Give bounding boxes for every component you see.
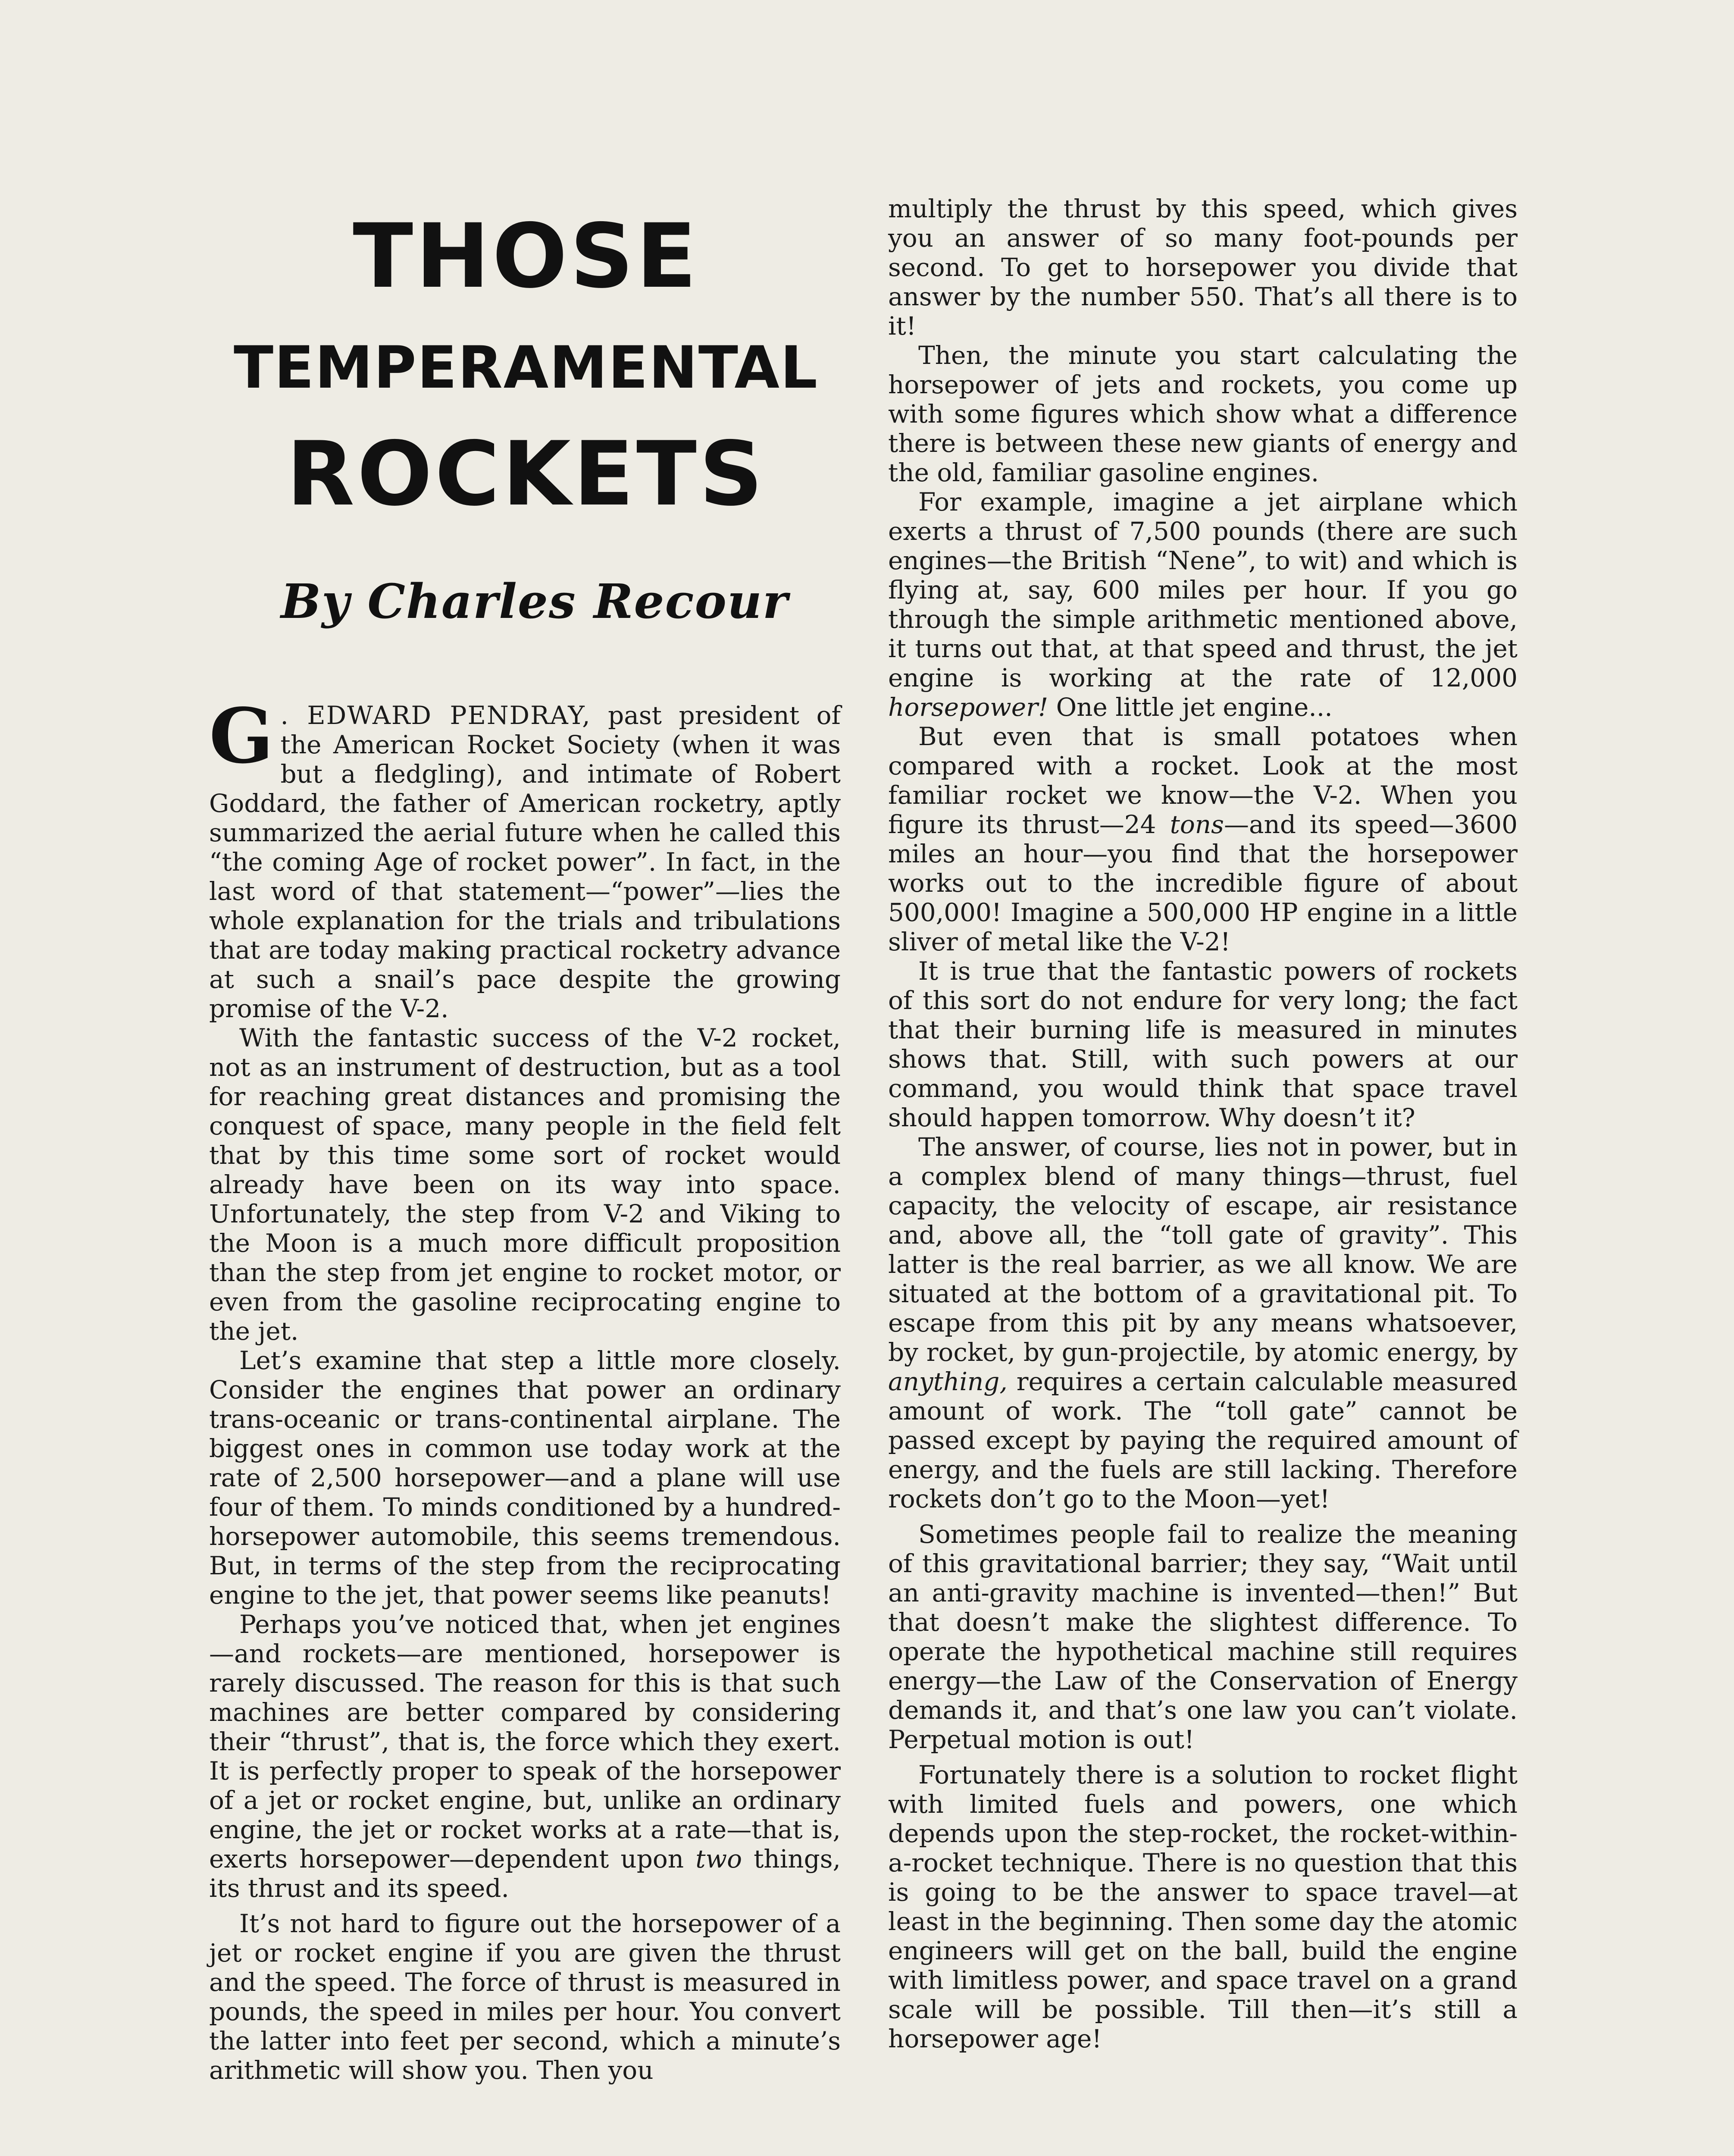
paragraph: Fortunately there is a solution to rocket flight with limited fuels and powers, one which depends upon the step-rocket, the rocket-within-a-rocket technique. There is no question that this is going to be the answer to space travel—at least in the beginning. Then some day the atomic engineers will get on the ball, build the engine with limitless power, and space travel on a grand scale will be possible. Till then—it’s still a horsepower age! [888,1760,1518,2053]
paragraph: Then, the minute you start calculating the horsepower of jets and rockets, you come up with some figures which show what a difference there is between these new giants of energy and the old, familiar gasoline engines. [888,341,1518,487]
paragraph-text: For example, imagine a jet airplane which exerts a thrust of 7,500 pounds (there are such engines—the British “Nene”, to wit) and which is flying at, say, 600 miles per hour. If you go through the simple arithmetic mentioned above, it turns out that, at that speed and thrust, the jet engine is working at the rate of 12,000 [888,487,1518,693]
left-column [209,692,841,2085]
emphasis: two [695,1844,742,1874]
emphasis: tons [1170,810,1224,839]
emphasis: horsepower! [888,693,1049,722]
paragraph-text: But even that is small potatoes when compared with a rocket. Look at the most familiar rocket we know—the V-2. When you figure its thrust—24 [888,722,1518,839]
paragraph-text: requires a certain calculable measured amount of work. The “toll gate” cannot be passed except by paying the required amount of energy, and the fuels are still lacking. Therefore rockets don’t go to the Moon—yet! [888,1367,1518,1514]
title-line-3: ROCKETS [286,423,766,526]
paragraph: It’s not hard to figure out the horsepower of a jet or rocket engine if you are given the thrust and the speed. The force of thrust is measured in pounds, the speed in miles per hour. You convert the latter into feet per second, which a minute’s arithmetic will show you. Then you [209,1909,841,2085]
paragraph: Let’s examine that step a little more closely. Consider the engines that power an ordinary trans-oceanic or trans-continental airplane. The biggest ones in common use today work at the rate of 2,500 horsepower—and a plane will use four of them. To minds conditioned by a hundred-horsepower automobile, this seems tremendous. But, in terms of the step from the reciprocating engine to the jet, that power seems like peanuts! [209,1346,841,1610]
paragraph-text: —and its speed—3600 miles an hour—you find that the horsepower works out to the incredible figure of about 500,000! Imagine a 500,000 HP engine in a little sliver of metal like the V-2! [888,810,1518,956]
paragraph [888,722,1518,956]
paragraph-text: past president of the American Rocket Society (when it was but a fledgling), and intimate of Robert Goddard, the father of American rocketry, aptly summarized the aerial future when he called this “the coming Age of rocket power”. In fact, in the last word of that statement—“power”—lies the whole explanation for the trials and tribulations that are today making practical rocketry advance at such a snail’s pace despite the growing promise of the V-2. [209,701,841,1023]
byline: By Charles Recour [281,573,789,629]
drop-cap: G [209,692,274,780]
right-column [888,194,1518,2053]
title-line-2: TEMPERAMENTAL [234,334,818,401]
paragraph: Sometimes people fail to realize the meaning of this gravitational barrier; they say, “Wait until an anti-gravity machine is invented—then!” But that doesn’t make the slightest difference. To operate the hypothetical machine still requires energy—the Law of the Conservation of Energy demands it, and that’s one law you can’t violate. Perpetual motion is out! [888,1520,1518,1754]
paragraph-text: The answer, of course, lies not in power, but in a complex blend of many things—thrust, fuel capacity, the velocity of escape, air resistance and, above all, the “toll gate of gravity”. This latter is the real barrier, as we all know. We are situated at the bottom of a gravitational pit. To escape from this pit by any means whatsoever, by rocket, by gun-projectile, by atomic energy, by [888,1132,1518,1367]
paragraph-text: One little jet engine... [1048,693,1333,722]
paragraph [888,487,1518,722]
article-title [203,203,849,528]
paragraph: With the fantastic success of the V-2 rocket, not as an instrument of destruction, but as a tool for reaching great distances and promising the conquest of space, many people in the field felt that by this time some sort of rocket would already have been on its way into space. Unfortunately, the step from V-2 and Viking to the Moon is a much more difficult proposition than the step from jet engine to rocket motor, or even from the gasoline reciprocating engine to the jet. [209,1023,841,1346]
paragraph: It is true that the fantastic powers of rockets of this sort do not endure for very long; the fact that their burning life is measured in minutes shows that. Still, with such powers at our command, you would think that space travel should happen tomorrow. Why doesn’t it? [888,956,1518,1132]
title-line-1: THOSE [353,205,699,308]
paragraph [209,692,841,1023]
paragraph-text: things, its thrust and its speed. [209,1844,841,1903]
paragraph-continued: multiply the thrust by this speed, which gives you an answer of so many foot-pounds per second. To get to horsepower you divide that answer by the number 550. That’s all there is to it! [888,194,1518,341]
lead-in: . EDWARD PENDRAY, [280,701,591,730]
paragraph-text: Perhaps you’ve noticed that, when jet engines—and rockets—are mentioned, horsepower is rarely discussed. The reason for this is that such machines are better compared by considering their “thrust”, that is, the force which they exert. It is perfectly proper to speak of the horsepower of a jet or rocket engine, but, unlike an ordinary engine, the jet or rocket works at a rate—that is, exerts horsepower—dependent upon [209,1610,841,1874]
paragraph [209,1610,841,1903]
paragraph [888,1132,1518,1514]
emphasis: anything, [888,1367,1008,1396]
